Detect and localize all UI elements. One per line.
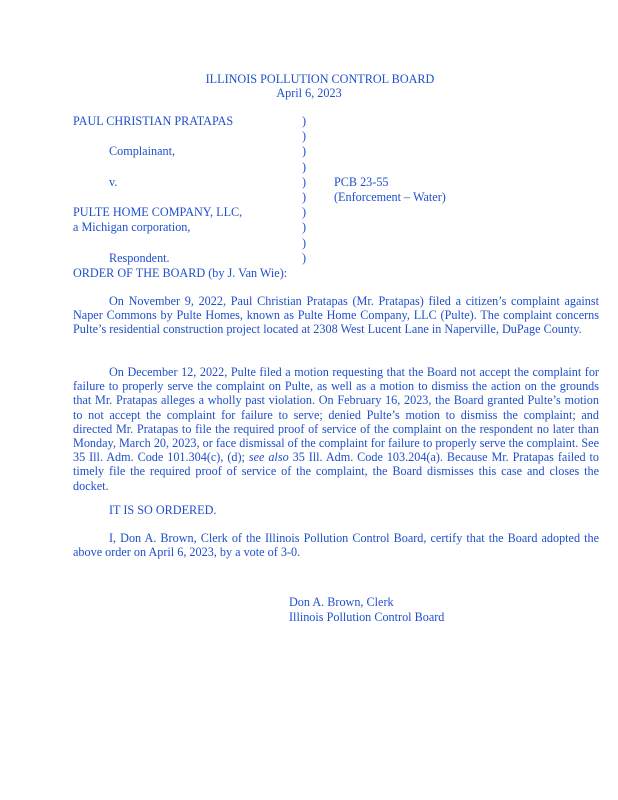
- versus: v.: [109, 174, 118, 189]
- caption-paren: ): [302, 144, 307, 159]
- clerk-name: Don A. Brown, Clerk: [289, 595, 394, 609]
- caption-paren: ): [302, 174, 307, 189]
- paragraph-certification: [73, 531, 599, 559]
- paragraph-procedural-history: [73, 365, 599, 493]
- case-type: (Enforcement – Water): [334, 189, 446, 204]
- caption-row: [73, 175, 553, 190]
- caption-row: [73, 144, 553, 159]
- order-heading: ORDER OF THE BOARD (by J. Van Wie):: [73, 266, 288, 280]
- caption-paren: ): [302, 250, 307, 265]
- board-name: ILLINOIS POLLUTION CONTROL BOARD: [205, 72, 435, 86]
- caption-paren: ): [302, 129, 307, 144]
- paragraph-background: [73, 294, 599, 337]
- caption-paren: ): [302, 114, 307, 128]
- caption-row: [73, 160, 553, 175]
- paragraph-text: On November 9, 2022, Paul Christian Pratapas (Mr. Pratapas) filed a citizen’s complaint against Naper Commons by Pulte Homes, known as Pulte Home Company, LLC (Pulte). The complaint concerns Pulte’s residential construction project located at 2308 West Lucent Lane in Naperville, DuPage County.: [73, 294, 599, 337]
- respondent-description: a Michigan corporation,: [73, 220, 191, 235]
- caption-paren: ): [302, 159, 307, 174]
- caption-row: [73, 205, 553, 220]
- order-date: April 6, 2023: [276, 86, 342, 100]
- case-number: PCB 23-55: [334, 174, 389, 189]
- paragraph-text: [73, 365, 599, 493]
- respondent-role: Respondent.: [109, 250, 170, 265]
- signature-block: [289, 595, 444, 624]
- caption-paren: ): [302, 235, 307, 250]
- caption-row: [73, 220, 553, 235]
- clerk-organization: Illinois Pollution Control Board: [289, 609, 445, 624]
- paragraph-ordered: [73, 503, 599, 517]
- complainant-name: PAUL CHRISTIAN PRATAPAS: [73, 114, 234, 128]
- citation-signal: see also: [248, 450, 289, 465]
- caption-row: [73, 114, 553, 129]
- caption-paren: ): [302, 189, 307, 204]
- case-caption: [73, 114, 553, 266]
- caption-row: [73, 190, 553, 205]
- paragraph-text: I, Don A. Brown, Clerk of the Illinois Pollution Control Board, certify that the Board adopted the above order on April 6, 2023, by a vote of 3-0.: [73, 531, 599, 560]
- paragraph-text-part: On December 12, 2022, Pulte filed a motion requesting that the Board not accept the complaint for failure to properly serve the complaint on Pulte, as well as a motion to dismiss the action on the grounds that Mr. Pratapas alleges a wholly past violation. On February 16, 2023, the Board granted Pulte’s motion to not accept the complaint for failure to serve; denied Pulte’s motion to dismiss the complaint; and directed Mr. Pratapas to file the required proof of service of the complaint on the respondent no later than Monday, March 20, 2023, or face dismissal of the complaint for failure to properly serve the complaint. See 35 Ill. Adm. Code 101.304(c), (d);: [73, 365, 599, 465]
- caption-paren: ): [302, 205, 307, 220]
- caption-paren: ): [302, 220, 307, 235]
- paragraph-text: IT IS SO ORDERED.: [109, 503, 217, 517]
- caption-row: [73, 251, 553, 266]
- document-header: [0, 72, 618, 100]
- caption-row: [73, 129, 553, 144]
- paragraph-text-part: 35 Ill. Adm. Code 103.204(a). Because Mr. Pratapas failed to timely file the required proof of service of the complaint, the Board dismisses this case and closes the docket.: [73, 450, 599, 493]
- complainant-role: Complainant,: [109, 144, 176, 159]
- caption-row: [73, 236, 553, 251]
- respondent-name: PULTE HOME COMPANY, LLC,: [73, 205, 243, 220]
